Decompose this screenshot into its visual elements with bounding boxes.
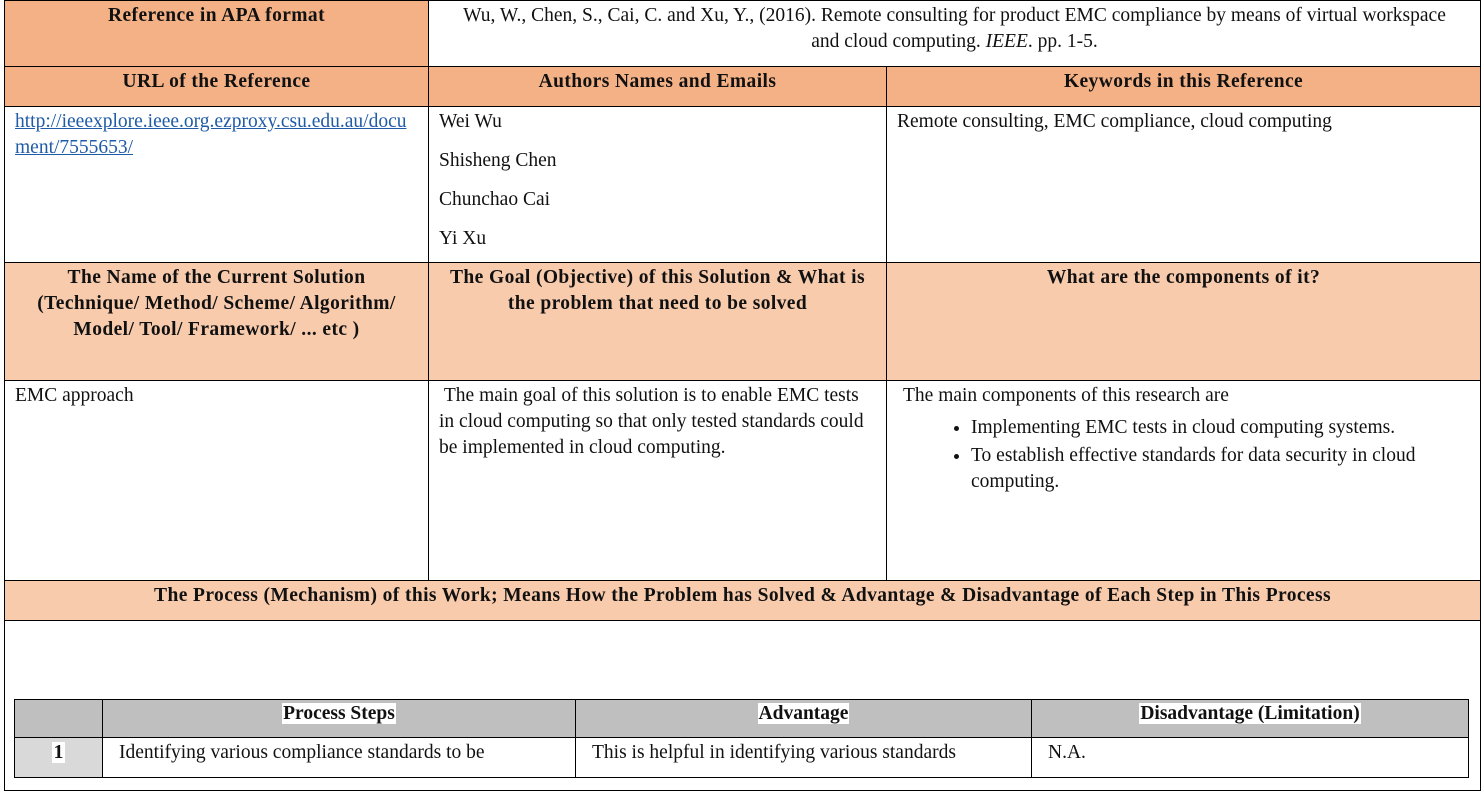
components-header: What are the components of it? xyxy=(887,263,1481,381)
author-name: Shisheng Chen xyxy=(439,150,557,171)
reference-label: Reference in APA format xyxy=(5,1,429,67)
solution-name-header: The Name of the Current Solution (Technique/ Method/ Scheme/ Algorithm/ Model/ Tool/ Framework/ ... etc ) xyxy=(5,263,429,381)
process-steps-header-row xyxy=(15,700,1469,738)
disadvantage-column-header: Disadvantage (Limitation) xyxy=(1032,700,1469,738)
keywords-header: Keywords in this Reference xyxy=(887,67,1481,107)
process-steps-table xyxy=(14,699,1469,778)
details-row xyxy=(5,107,1481,263)
advantage-column-header: Advantage xyxy=(576,700,1032,738)
process-step-row xyxy=(15,738,1469,778)
document-page xyxy=(4,0,1480,783)
step-advantage: This is helpful in identifying various standards xyxy=(576,738,1032,778)
url-header: URL of the Reference xyxy=(5,67,429,107)
author-name: Wei Wu xyxy=(439,111,502,132)
reference-row xyxy=(5,1,1481,67)
keywords-cell: Remote consulting, EMC compliance, cloud computing xyxy=(887,107,1481,263)
author-name: Yi Xu xyxy=(439,228,487,249)
components-cell xyxy=(887,381,1481,581)
authors-header: Authors Names and Emails xyxy=(429,67,887,107)
process-header-row xyxy=(5,581,1481,621)
authors-cell xyxy=(429,107,887,263)
header-row-1 xyxy=(5,67,1481,107)
components-intro: The main components of this research are xyxy=(903,385,1229,406)
goal-header: The Goal (Objective) of this Solution & What is the problem that need to be solved xyxy=(429,263,887,381)
solution-row xyxy=(5,381,1481,581)
step-number: 1 xyxy=(15,738,103,778)
component-item: • To establish effective standards for data security in cloud computing. xyxy=(971,443,1472,495)
step-disadvantage: N.A. xyxy=(1032,738,1469,778)
author-name: Chunchao Cai xyxy=(439,189,551,210)
solution-name-cell: EMC approach xyxy=(5,381,429,581)
header-row-2 xyxy=(5,263,1481,381)
number-column-header xyxy=(15,700,103,738)
url-cell xyxy=(5,107,429,263)
components-list xyxy=(903,415,1472,495)
steps-column-header: Process Steps xyxy=(103,700,576,738)
reference-citation: Wu, W., Chen, S., Cai, C. and Xu, Y., (2016). Remote consulting for product EMC compliance by means of virtual workspace and cloud computing. IEEE. pp. 1-5. xyxy=(429,1,1481,67)
component-item: • Implementing EMC tests in cloud computing systems. xyxy=(971,415,1472,441)
step-description: Identifying various compliance standards to be xyxy=(103,738,576,778)
reference-table xyxy=(4,0,1481,791)
reference-url-link[interactable]: http://ieeexplore.ieee.org.ezproxy.csu.edu.au/document/7555653/ xyxy=(15,111,407,158)
process-header: The Process (Mechanism) of this Work; Means How the Problem has Solved & Advantage & Disadvantage of Each Step in This Process xyxy=(5,581,1481,621)
goal-cell: The main goal of this solution is to enable EMC tests in cloud computing so that only tested standards could be implemented in cloud computing. xyxy=(429,381,887,581)
